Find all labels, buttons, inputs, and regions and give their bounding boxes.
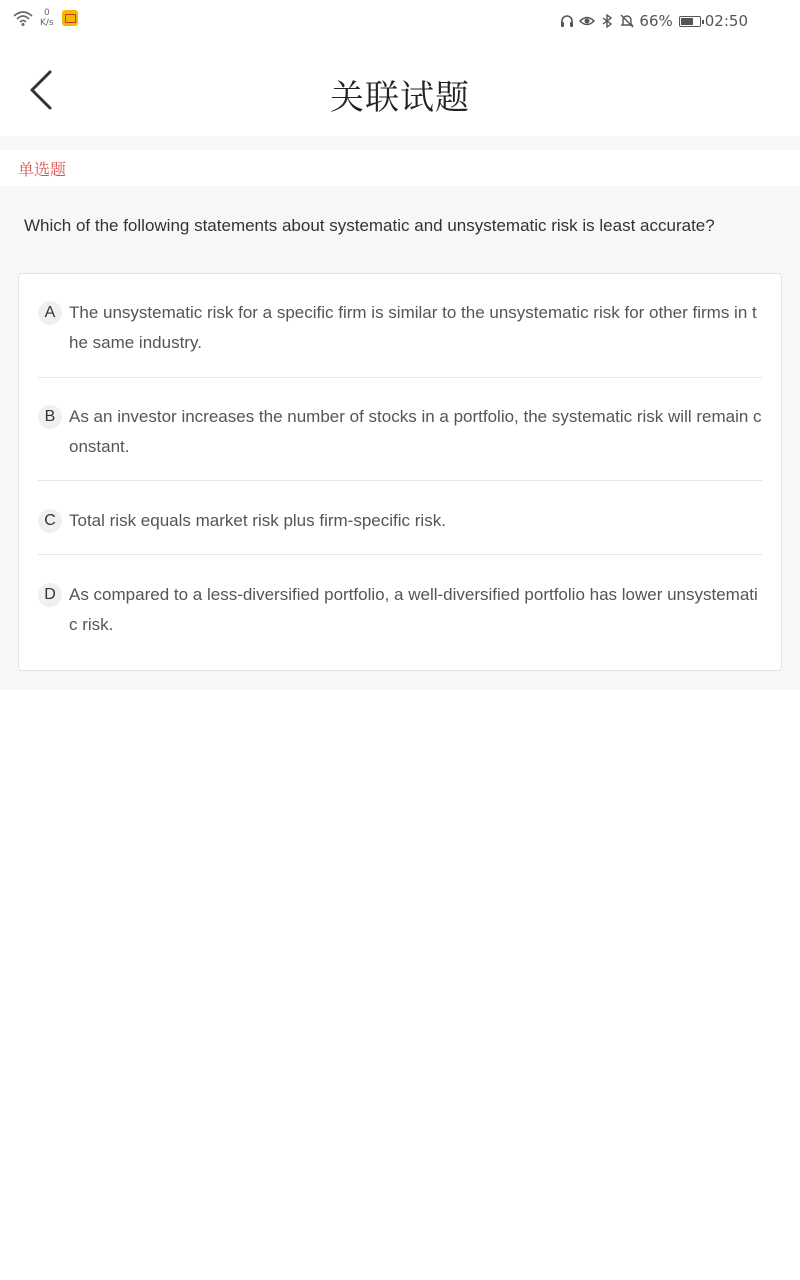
- bluetooth-icon: [599, 13, 615, 29]
- app-header: [0, 44, 800, 136]
- status-left: [12, 8, 78, 28]
- option-letter: D: [38, 583, 62, 607]
- option-d[interactable]: [38, 583, 762, 643]
- option-a[interactable]: [38, 301, 762, 361]
- option-b[interactable]: [38, 405, 762, 465]
- question-area: [0, 186, 800, 690]
- battery-icon: [679, 16, 701, 27]
- options-card: [18, 273, 782, 671]
- option-text: The unsystematic risk for a specific firm is similar to the unsystematic risk for other firms in the same industry.: [69, 303, 757, 352]
- status-bar: [0, 0, 800, 44]
- status-right: [559, 12, 748, 30]
- option-letter: B: [38, 405, 62, 429]
- option-c[interactable]: [38, 509, 762, 539]
- option-divider: [38, 480, 762, 481]
- option-divider: [38, 554, 762, 555]
- net-speed: [40, 8, 54, 28]
- wifi-icon: [12, 9, 34, 27]
- question-text: Which of the following statements about systematic and unsystematic risk is least accurate?: [24, 216, 715, 235]
- eye-icon: [579, 13, 595, 29]
- option-text: As an investor increases the number of stocks in a portfolio, the systematic risk will remain constant.: [69, 407, 762, 456]
- question-type-label: 单选题: [18, 160, 67, 179]
- option-text: As compared to a less-diversified portfolio, a well-diversified portfolio has lower unsystematic risk.: [69, 585, 758, 634]
- option-divider: [38, 377, 762, 378]
- page-title: 关联试题: [330, 78, 470, 118]
- mute-icon: [619, 13, 635, 29]
- question-type-row: [0, 150, 800, 186]
- header-separator: [0, 136, 800, 150]
- net-speed-value: 0: [43, 8, 50, 18]
- headset-icon: [559, 13, 575, 29]
- option-text: Total risk equals market risk plus firm-specific risk.: [69, 511, 446, 530]
- option-letter: C: [38, 509, 62, 533]
- mail-app-icon: [62, 10, 78, 26]
- clock: 02:50: [704, 12, 748, 30]
- battery-percent: 66%: [639, 12, 673, 30]
- net-speed-unit: K/s: [40, 18, 54, 28]
- option-letter: A: [38, 301, 62, 325]
